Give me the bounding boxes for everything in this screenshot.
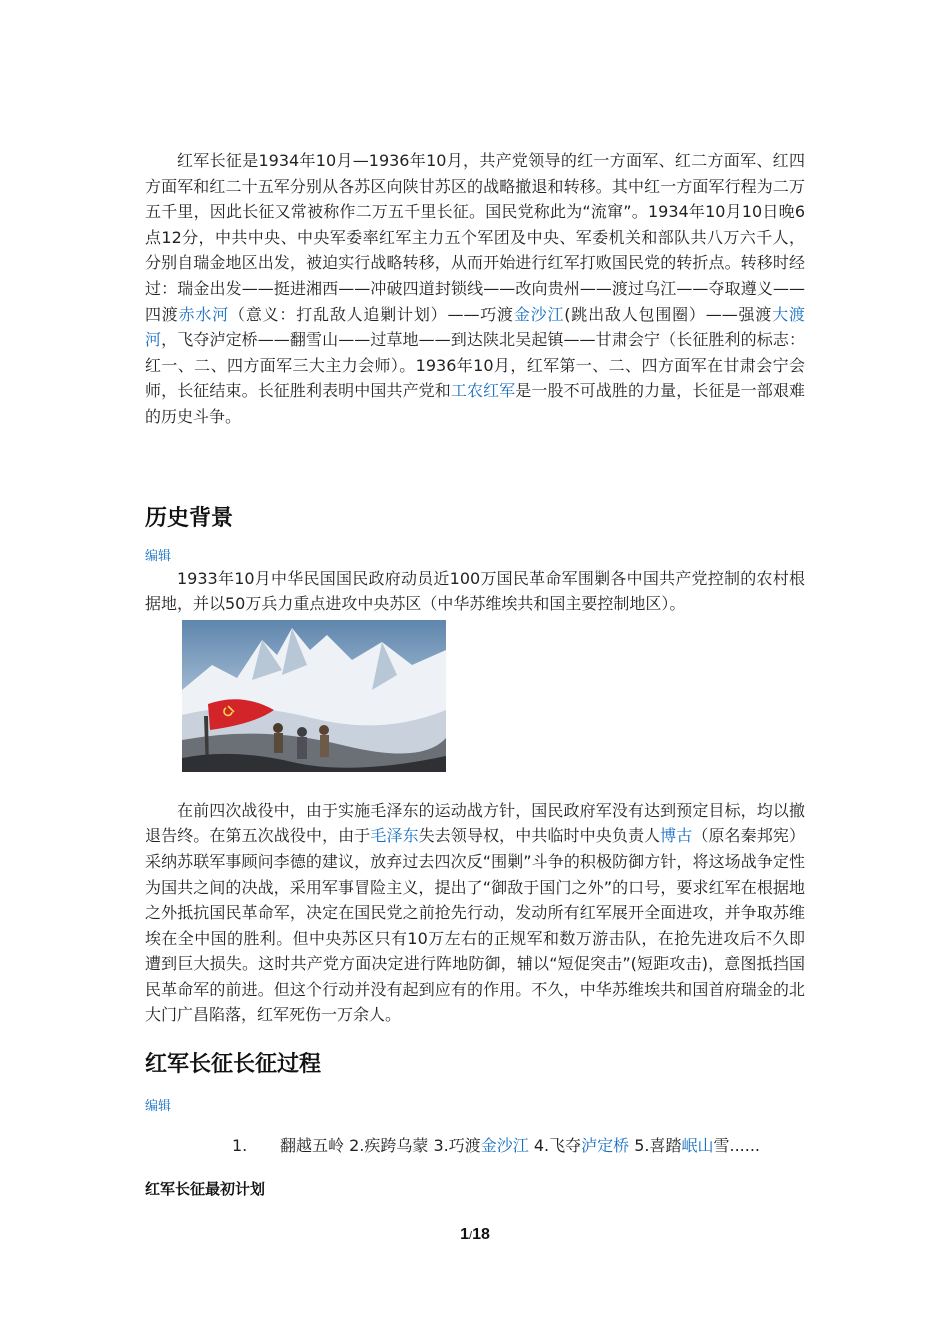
link-jinsha-river-2[interactable]: 金沙江 <box>480 1136 529 1156</box>
painting-image <box>182 620 446 772</box>
page-indicator <box>0 1226 950 1244</box>
link-mao-zedong[interactable]: 毛泽东 <box>370 826 419 846</box>
background-paragraph-2 <box>145 798 805 1028</box>
text: 在前四次战役中，由于实施毛泽东的运动战方针，国民政府军没有达到预定目标，均以撤退告终。在第五次战役中，由于 <box>145 800 805 846</box>
section-heading-process: 红军长征长征过程 <box>145 1052 322 1078</box>
text: ，飞夺泸定桥——翻雪山——过草地——到达陕北吴起镇——甘肃会宁（长征胜利的标志：红一、二、四方面军三大主力会师）。1936年10月，红军第一、二、四方面军在甘肃会宁会师，长征结束。长征胜利表明中国共产党和 <box>145 330 805 401</box>
page-current: 1 <box>460 1226 470 1243</box>
text: 4.飞夺 <box>528 1136 582 1156</box>
subsection-heading-initial-plan: 红军长征最初计划 <box>145 1180 266 1199</box>
text: （意义：打乱敌人追剿计划）——巧渡 <box>229 304 514 324</box>
link-dadu-river[interactable]: 大渡河 <box>145 304 805 350</box>
link-min-mountain[interactable]: 岷山 <box>681 1136 714 1156</box>
intro-paragraph <box>145 148 805 430</box>
link-jinsha-river[interactable]: 金沙江 <box>513 304 565 324</box>
long-march-painting <box>182 620 446 772</box>
text: 失去领导权，中共临时中央负责人 <box>418 826 661 846</box>
process-list-item <box>232 1135 805 1157</box>
link-luding-bridge[interactable]: 泸定桥 <box>581 1136 630 1156</box>
edit-link[interactable]: 编辑 <box>145 1099 172 1115</box>
text: (跳出敌人包围圈）——强渡 <box>564 304 773 324</box>
text: 红军长征是1934年10月—1936年10月，共产党领导的红一方面军、红二方面军、红四方面军和红二十五军分别从各苏区向陕甘苏区的战略撤退和转移。其中红一方面军行程为二万五千里，因此长征又常被称作二万五千里长征。国民党称此为“流窜”。1934年10月10日晚6点12分，中共中央、中央军委率红军主力五个军团及中央、军委机关和部队共八万六千人，分别自瑞金地区出发，被迫实行战略转移，从而开始进行红军打败国民党的转折点。转移时经过：瑞金出发——挺进湘西——冲破四道封锁线——改向贵州——渡过乌江——夺取遵义——四渡 <box>145 151 805 324</box>
list-number: 1. <box>232 1136 248 1156</box>
text: 是一股不可战胜的力量，长征是一部艰难的历史斗争。 <box>145 381 805 426</box>
text: （原名秦邦宪）采纳苏联军事顾问李德的建议，放弃过去四次反“围剿”斗争的积极防御方针，将这场战争定性为国共之间的决战，采用军事冒险主义，提出了“御敌于国门之外”的口号，要求红军在根据地之外抵抗国民革命军，决定在国民党之前抢先行动，发动所有红军展开全面进攻，并争取苏维埃在全中国的胜利。但中央苏区只有10万左右的正规军和数万游击队，在抢先进攻后不久即遭到巨大损失。这时共产党方面决定进行阵地防御，辅以“短促突击”(短距攻击)，意图抵挡国民革命军的前进。但这个行动并没有起到应有的作用。不久，中华苏维埃共和国首府瑞金的北大门广昌陷落，红军死伤一万余人。 <box>145 826 805 1025</box>
link-bo-gu[interactable]: 博古 <box>660 826 693 846</box>
section-heading-background: 历史背景 <box>145 505 234 531</box>
text: 雪...... <box>713 1136 761 1156</box>
link-chishui-river[interactable]: 赤水河 <box>178 304 230 324</box>
background-paragraph-1: 1933年10月中华民国国民政府动员近100万国民革命军围剿各中国共产党控制的农村根据地，并以50万兵力重点进攻中央苏区（中华苏维埃共和国主要控制地区）。 <box>145 568 805 614</box>
edit-link[interactable]: 编辑 <box>145 548 172 564</box>
page-total: 18 <box>472 1226 490 1243</box>
link-red-army[interactable]: 工农红军 <box>450 381 516 401</box>
text: 翻越五岭 2.疾跨乌蒙 3.巧渡 <box>280 1136 481 1156</box>
page-separator: / <box>469 1230 473 1242</box>
document-body <box>145 148 805 1199</box>
text: 5.喜踏 <box>629 1136 682 1156</box>
